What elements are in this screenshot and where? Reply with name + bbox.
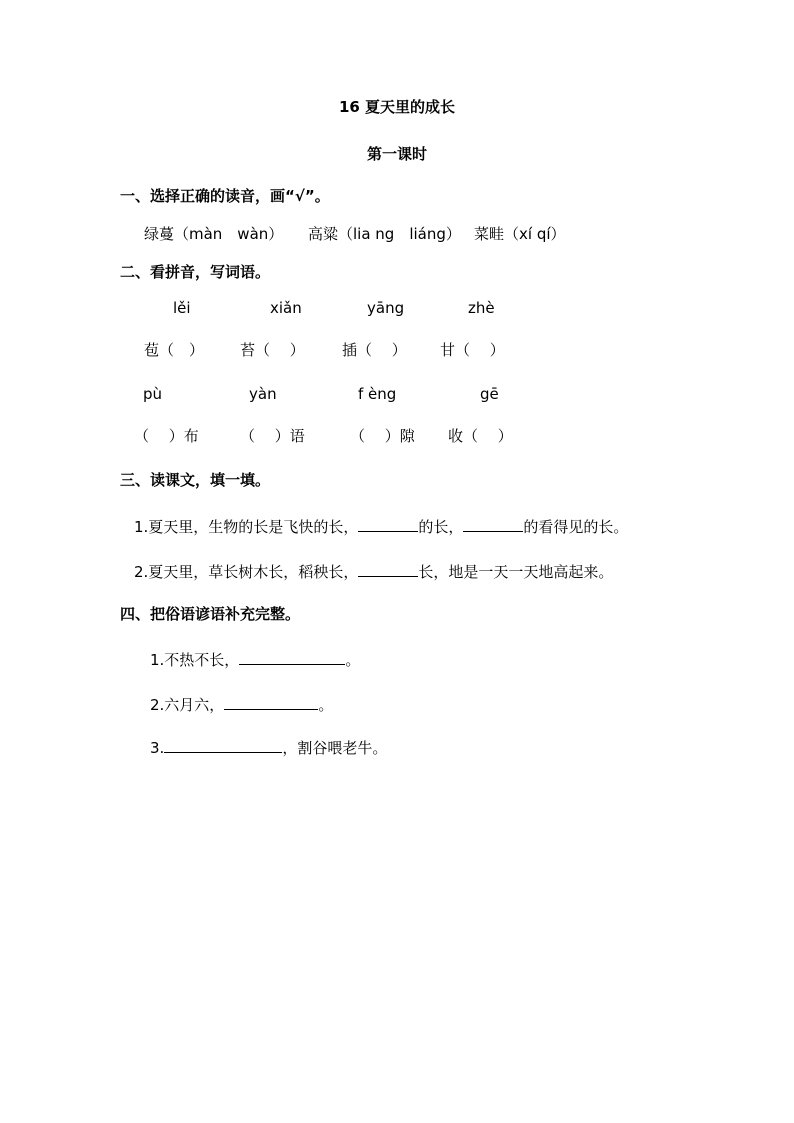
section-1-heading: 一、选择正确的读音，画“√”。 <box>120 187 330 205</box>
sec3-q1-part-a: 1.夏天里，生物的长是飞快的长， <box>134 518 359 536</box>
pinyin-2: xiǎn <box>270 299 302 317</box>
sec4-question-1 <box>150 648 360 670</box>
word-blank-6: （ ）语 <box>240 427 305 445</box>
pinyin-4: zhè <box>468 299 495 317</box>
sec3-question-1 <box>134 515 628 537</box>
sec3-q1-part-b: 的长， <box>418 518 464 536</box>
sec4-q3-part-b: ，割谷喂老牛。 <box>282 739 388 757</box>
pinyin-3: yāng <box>367 299 405 317</box>
sec4-q1-part-b: 。 <box>345 651 361 669</box>
page-title: 16 夏天里的成长 <box>338 98 456 116</box>
sec4-q3-part-a: 3. <box>150 739 165 757</box>
sec3-q1-part-c: 的看得见的长。 <box>523 518 629 536</box>
sec4-q2-part-b: 。 <box>318 696 334 714</box>
word-blank-8: 收（ ） <box>448 427 513 445</box>
pinyin-6: yàn <box>249 385 277 403</box>
word-blank-7: （ ）隙 <box>350 427 415 445</box>
pinyin-7: f èng <box>358 385 397 403</box>
fill-blank[interactable] <box>463 515 523 532</box>
sec3-q2-part-a: 2.夏天里，草长树木长，稻秧长， <box>134 563 359 581</box>
section-4-heading: 四、把俗语谚语补充完整。 <box>120 605 301 623</box>
fill-blank[interactable] <box>358 560 418 577</box>
fill-blank[interactable] <box>239 648 345 665</box>
section-3-heading: 三、读课文，填一填。 <box>120 471 271 489</box>
sec4-question-2 <box>150 693 333 715</box>
pinyin-8: gē <box>480 385 499 403</box>
word-blank-1: 苞（ ） <box>144 341 205 359</box>
sec1-item-3: 菜畦（xí qí） <box>474 225 566 243</box>
lesson-subtitle: 第一课时 <box>366 145 427 163</box>
sec4-q2-part-a: 2.六月六， <box>150 696 225 714</box>
word-blank-2: 苔（ ） <box>240 341 305 359</box>
sec1-item-1: 绿蔓（màn wàn） <box>144 225 284 243</box>
word-blank-4: 甘（ ） <box>440 341 505 359</box>
word-blank-3: 插（ ） <box>342 341 407 359</box>
fill-blank[interactable] <box>358 515 418 532</box>
pinyin-5: pù <box>143 385 163 403</box>
section-2-heading: 二、看拼音，写词语。 <box>120 263 271 281</box>
fill-blank[interactable] <box>224 693 318 710</box>
fill-blank[interactable] <box>164 736 282 753</box>
sec4-question-3 <box>150 736 387 758</box>
sec1-item-2: 高粱（lia ng liáng） <box>308 225 461 243</box>
word-blank-5: （ ）布 <box>134 427 199 445</box>
sec3-question-2 <box>134 560 613 582</box>
pinyin-1: lěi <box>173 299 191 317</box>
sec3-q2-part-b: 长，地是一天一天地高起来。 <box>418 563 614 581</box>
sec4-q1-part-a: 1.不热不长， <box>150 651 240 669</box>
